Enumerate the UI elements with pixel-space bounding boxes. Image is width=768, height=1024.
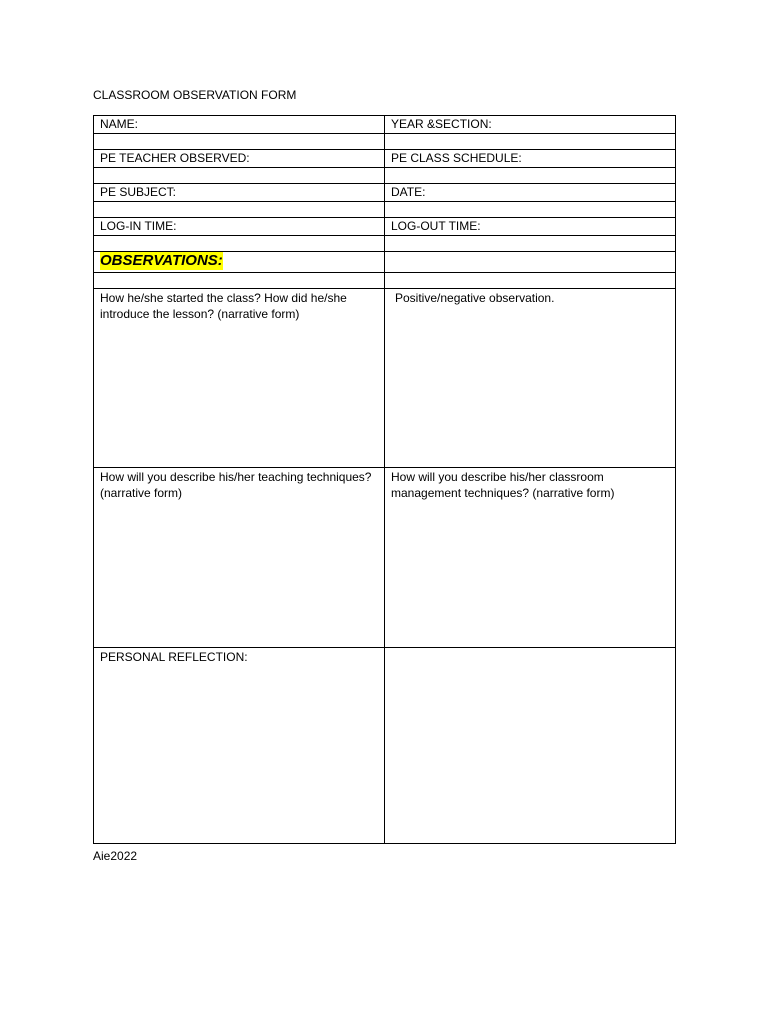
- table-row: [94, 273, 676, 289]
- classroom-management-prompt: How will you describe his/her classroom management techniques? (narrative form): [391, 470, 615, 500]
- teaching-techniques-prompt: How will you describe his/her teaching techniques? (narrative form): [100, 470, 372, 500]
- table-row: [94, 134, 676, 150]
- observations-heading-cell: [94, 252, 385, 273]
- pos-neg-answer-cell[interactable]: [385, 289, 676, 468]
- teacher-observed-input-cell[interactable]: [94, 168, 385, 184]
- table-row: [94, 184, 676, 202]
- class-schedule-label: PE CLASS SCHEDULE:: [385, 150, 676, 168]
- classroom-management-answer-cell[interactable]: [385, 468, 676, 648]
- personal-reflection-extra-cell[interactable]: [385, 648, 676, 844]
- observation-form-table: [93, 115, 676, 844]
- log-out-input-cell[interactable]: [385, 236, 676, 252]
- class-schedule-input-cell[interactable]: [385, 168, 676, 184]
- table-row: [94, 150, 676, 168]
- teacher-observed-label: PE TEACHER OBSERVED:: [94, 150, 385, 168]
- footer-text: Aie2022: [93, 849, 138, 863]
- started-class-prompt: How he/she started the class? How did he/she introduce the lesson? (narrative form): [100, 291, 347, 321]
- table-row: [94, 168, 676, 184]
- table-row: [94, 202, 676, 218]
- table-row: [94, 218, 676, 236]
- personal-reflection-prompt: PERSONAL REFLECTION:: [100, 650, 248, 664]
- empty-cell[interactable]: [94, 273, 385, 289]
- date-label: DATE:: [385, 184, 676, 202]
- subject-label: PE SUBJECT:: [94, 184, 385, 202]
- date-input-cell[interactable]: [385, 202, 676, 218]
- year-section-input-cell[interactable]: [385, 134, 676, 150]
- table-row: [94, 648, 676, 844]
- year-section-label: YEAR &SECTION:: [385, 116, 676, 134]
- table-row: [94, 236, 676, 252]
- log-in-input-cell[interactable]: [94, 236, 385, 252]
- teaching-techniques-answer-cell[interactable]: [94, 468, 385, 648]
- pos-neg-prompt: Positive/negative observation.: [395, 291, 555, 305]
- table-row: [94, 116, 676, 134]
- form-title: CLASSROOM OBSERVATION FORM: [93, 88, 297, 102]
- empty-cell[interactable]: [385, 273, 676, 289]
- personal-reflection-answer-cell[interactable]: [94, 648, 385, 844]
- table-row: [94, 252, 676, 273]
- observations-heading: OBSERVATIONS:: [100, 252, 223, 269]
- name-label: NAME:: [94, 116, 385, 134]
- log-out-label: LOG-OUT TIME:: [385, 218, 676, 236]
- name-input-cell[interactable]: [94, 134, 385, 150]
- subject-input-cell[interactable]: [94, 202, 385, 218]
- log-in-label: LOG-IN TIME:: [94, 218, 385, 236]
- table-row: [94, 289, 676, 468]
- table-row: [94, 468, 676, 648]
- started-class-answer-cell[interactable]: [94, 289, 385, 468]
- empty-cell[interactable]: [385, 252, 676, 273]
